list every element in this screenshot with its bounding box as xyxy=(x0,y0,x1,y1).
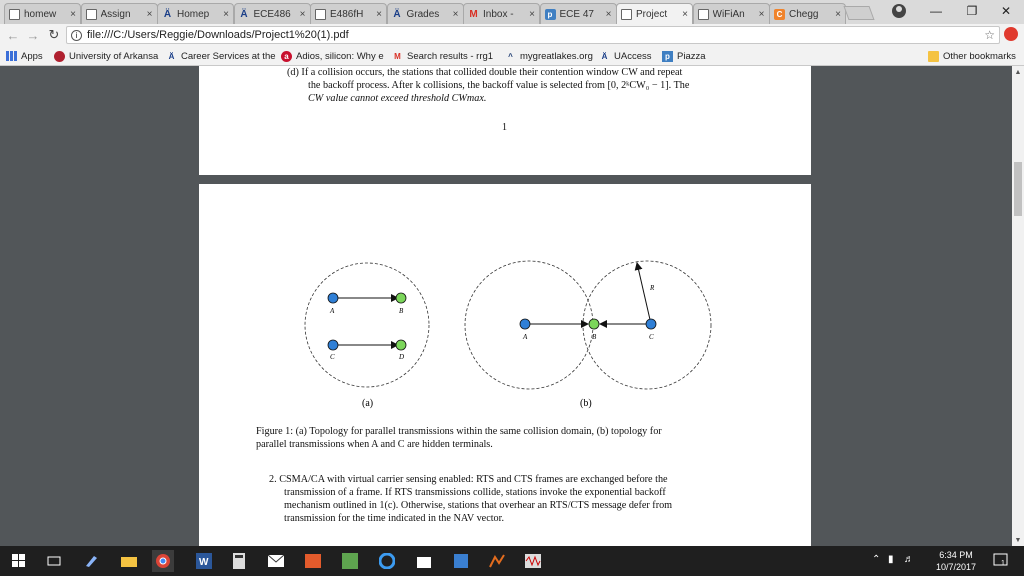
battery-icon[interactable]: ▮ xyxy=(888,554,894,565)
bookmark-item[interactable] xyxy=(6,49,43,63)
label-c-a: C xyxy=(330,353,335,361)
piazza-icon: p xyxy=(545,9,556,20)
profile-icon[interactable] xyxy=(892,4,906,18)
ua-icon: Ä xyxy=(168,51,175,61)
calculator-icon[interactable] xyxy=(228,550,250,572)
scroll-down-arrow-icon[interactable]: ▼ xyxy=(1014,536,1022,544)
tab-strip xyxy=(0,0,1024,24)
clock-time: 6:34 PM xyxy=(939,550,973,560)
item-2-line3: mechanism outlined in 1(c). Otherwise, stations that overhear an RTS/CTS message defer from xyxy=(284,500,673,511)
tab-5[interactable] xyxy=(387,3,464,24)
volume-icon[interactable]: ♬ xyxy=(904,554,914,565)
browser-toolbar xyxy=(0,24,1024,46)
tab-close-icon[interactable]: × xyxy=(452,8,459,20)
label-b-b: B xyxy=(592,333,597,341)
bookmark-item[interactable] xyxy=(392,49,493,63)
bookmark-label: mygreatlakes.org xyxy=(520,50,593,62)
bookmark-item[interactable] xyxy=(54,49,158,63)
svg-text:W: W xyxy=(199,557,209,568)
back-arrow-icon[interactable]: ← xyxy=(6,27,20,43)
tab-title: Grades xyxy=(406,8,440,20)
restore-icon[interactable]: ❐ xyxy=(966,4,978,18)
tab-title: Project xyxy=(636,8,668,20)
figure-caption-line2: parallel transmissions when A and C are hidden terminals. xyxy=(256,439,493,450)
collision-domain-a xyxy=(305,263,429,387)
tab-close-icon[interactable]: × xyxy=(758,8,765,20)
app-icon[interactable] xyxy=(450,550,472,572)
reload-icon[interactable]: ↻ xyxy=(48,27,60,42)
bookmark-label: Search results - rrg1 xyxy=(407,50,494,62)
piazza-icon: p xyxy=(662,51,673,62)
gmail-icon: M xyxy=(469,8,478,20)
node-a-a xyxy=(328,293,338,303)
ua-icon: Ä xyxy=(601,51,608,61)
tab-title: ECE486 xyxy=(253,8,291,20)
pdf-page-1 xyxy=(199,66,811,175)
tab-title: E486fH xyxy=(330,8,364,20)
node-c-b xyxy=(646,319,656,329)
document-icon xyxy=(9,9,20,20)
mail-icon[interactable] xyxy=(265,550,287,572)
tab-close-icon[interactable]: × xyxy=(605,8,612,20)
apps-icon xyxy=(6,51,17,61)
item-d-line2: the backoff process. After k collisions, the backoff value is selected from [0, 2ᵏCW₀ − 1]. The xyxy=(308,80,690,91)
notification-count: 1 xyxy=(1001,560,1005,567)
node-d-a xyxy=(396,340,406,350)
item-2-line1: 2. CSMA/CA with virtual carrier sensing enabled: RTS and CTS frames are exchanged before the xyxy=(269,474,668,485)
waveform-app-icon[interactable] xyxy=(522,550,544,572)
bookmark-label: Apps xyxy=(21,50,43,62)
tab-3[interactable] xyxy=(234,3,311,24)
word-icon[interactable] xyxy=(193,550,215,572)
tab-7[interactable] xyxy=(540,3,617,24)
photos-icon[interactable] xyxy=(302,550,324,572)
node-b-b xyxy=(589,319,599,329)
store-icon[interactable] xyxy=(413,550,435,572)
edge-icon[interactable] xyxy=(376,550,398,572)
tab-close-icon[interactable]: × xyxy=(682,8,688,20)
pen-app-icon[interactable] xyxy=(80,550,102,572)
tab-9[interactable] xyxy=(693,3,770,24)
tab-1[interactable] xyxy=(81,3,158,24)
subfigure-b-label: (b) xyxy=(580,398,592,409)
address-text: file:///C:/Users/Reggie/Downloads/Project1%20(1).pdf xyxy=(87,29,349,41)
tab-title: Assign xyxy=(100,8,131,20)
tab-title: Inbox - xyxy=(483,8,514,20)
bookmarks-bar xyxy=(0,46,1024,66)
extension-icon[interactable] xyxy=(1004,27,1018,41)
label-a-b: A xyxy=(523,333,528,341)
item-2-line4: transmission for the time indicated in the NAV vector. xyxy=(284,513,505,524)
item-d-line3: CW value cannot exceed threshold CWmax. xyxy=(308,93,487,104)
bookmark-item[interactable] xyxy=(599,49,651,63)
label-a-a: A xyxy=(330,307,335,315)
minimize-icon[interactable]: — xyxy=(930,4,942,18)
node-c-a xyxy=(328,340,338,350)
tab-close-icon[interactable]: × xyxy=(146,8,153,20)
tab-title: WiFiAn xyxy=(712,8,745,20)
bookmark-label: Career Services at the xyxy=(181,50,276,62)
bookmark-item[interactable] xyxy=(281,49,384,63)
address-bar[interactable] xyxy=(66,26,1000,44)
label-b-a: B xyxy=(399,307,404,315)
tab-close-icon[interactable]: × xyxy=(70,8,76,20)
folder-icon xyxy=(928,51,939,62)
figure-1 xyxy=(199,254,811,414)
bookmark-item[interactable] xyxy=(662,49,706,63)
new-tab-button[interactable] xyxy=(843,6,874,20)
bookmark-label: Piazza xyxy=(677,50,706,62)
ad-icon: a xyxy=(281,51,292,62)
forward-arrow-icon[interactable]: → xyxy=(26,27,40,43)
file-explorer-icon[interactable] xyxy=(118,550,140,572)
matlab-icon[interactable] xyxy=(486,550,508,572)
tab-close-icon[interactable]: × xyxy=(835,8,841,20)
label-c-b: C xyxy=(649,333,654,341)
chegg-icon: C xyxy=(774,9,785,20)
mygreatlakes-icon: ^ xyxy=(508,51,513,61)
ua-icon: Ä xyxy=(393,8,401,20)
label-d-a: D xyxy=(399,353,405,361)
excel-icon[interactable] xyxy=(339,550,361,572)
scroll-up-arrow-icon[interactable]: ▲ xyxy=(1014,68,1022,76)
scroll-thumb[interactable] xyxy=(1014,162,1022,216)
node-b-a xyxy=(396,293,406,303)
figure-caption-line1: Figure 1: (a) Topology for parallel transmissions within the same collision domain, (b) topology for xyxy=(256,426,662,437)
tab-title: Homep xyxy=(177,8,210,20)
close-window-icon[interactable]: ✕ xyxy=(1000,4,1012,18)
clock[interactable] xyxy=(930,549,982,573)
tab-10[interactable] xyxy=(769,3,846,24)
vertical-scrollbar[interactable] xyxy=(1012,66,1024,546)
ua-icon: Ä xyxy=(163,8,172,20)
tab-close-icon[interactable]: × xyxy=(223,8,229,20)
notification-center-icon[interactable] xyxy=(990,550,1012,572)
label-r: R xyxy=(650,284,655,292)
tab-title: Chegg xyxy=(789,8,819,20)
razorback-icon xyxy=(54,51,65,62)
item-2-line2: transmission of a frame. If RTS transmissions collide, stations invoke the exponential backoff xyxy=(284,487,666,498)
bookmark-label: University of Arkansa xyxy=(69,50,159,62)
node-a-b xyxy=(520,319,530,329)
bookmark-star-icon[interactable]: ☆ xyxy=(984,28,995,42)
document-icon xyxy=(698,9,709,20)
document-icon xyxy=(621,9,632,20)
subfigure-a-label: (a) xyxy=(362,398,374,409)
task-view-icon[interactable] xyxy=(43,550,65,572)
tab-title: homew xyxy=(24,8,57,20)
bookmark-label: Adios, silicon: Why e xyxy=(296,50,384,62)
show-hidden-icons-icon[interactable]: ⌃ xyxy=(872,554,881,565)
bookmark-label: UAccess xyxy=(614,50,652,62)
bookmark-item[interactable] xyxy=(505,49,593,63)
tab-close-icon[interactable]: × xyxy=(299,8,306,20)
radius-arrow xyxy=(637,263,651,324)
tab-2[interactable] xyxy=(157,3,234,24)
pdf-page-2 xyxy=(199,184,811,546)
info-icon[interactable]: i xyxy=(71,30,82,41)
ua-icon: Ä xyxy=(240,8,248,20)
tab-8[interactable] xyxy=(616,3,693,24)
pdf-viewer[interactable] xyxy=(0,66,1012,546)
tab-close-icon[interactable]: × xyxy=(376,8,382,20)
tab-title: ECE 47 xyxy=(559,8,594,20)
taskbar xyxy=(0,546,1024,576)
tab-6[interactable] xyxy=(463,3,540,24)
document-icon xyxy=(315,9,326,20)
clock-date: 10/7/2017 xyxy=(935,562,977,572)
chrome-icon[interactable] xyxy=(152,550,174,572)
tab-close-icon[interactable]: × xyxy=(529,8,535,20)
other-bookmarks[interactable]: Other bookmarks xyxy=(928,49,1016,63)
item-d-line1: (d) If a collision occurs, the stations that collided double their contention window CW and repeat xyxy=(287,67,683,78)
gmail-icon: M xyxy=(394,51,401,61)
tab-0[interactable] xyxy=(4,3,81,24)
tab-4[interactable] xyxy=(310,3,387,24)
windows-start-icon[interactable] xyxy=(8,550,30,572)
bookmark-item[interactable] xyxy=(166,49,276,63)
page-number: 1 xyxy=(502,122,507,133)
document-icon xyxy=(86,9,97,20)
